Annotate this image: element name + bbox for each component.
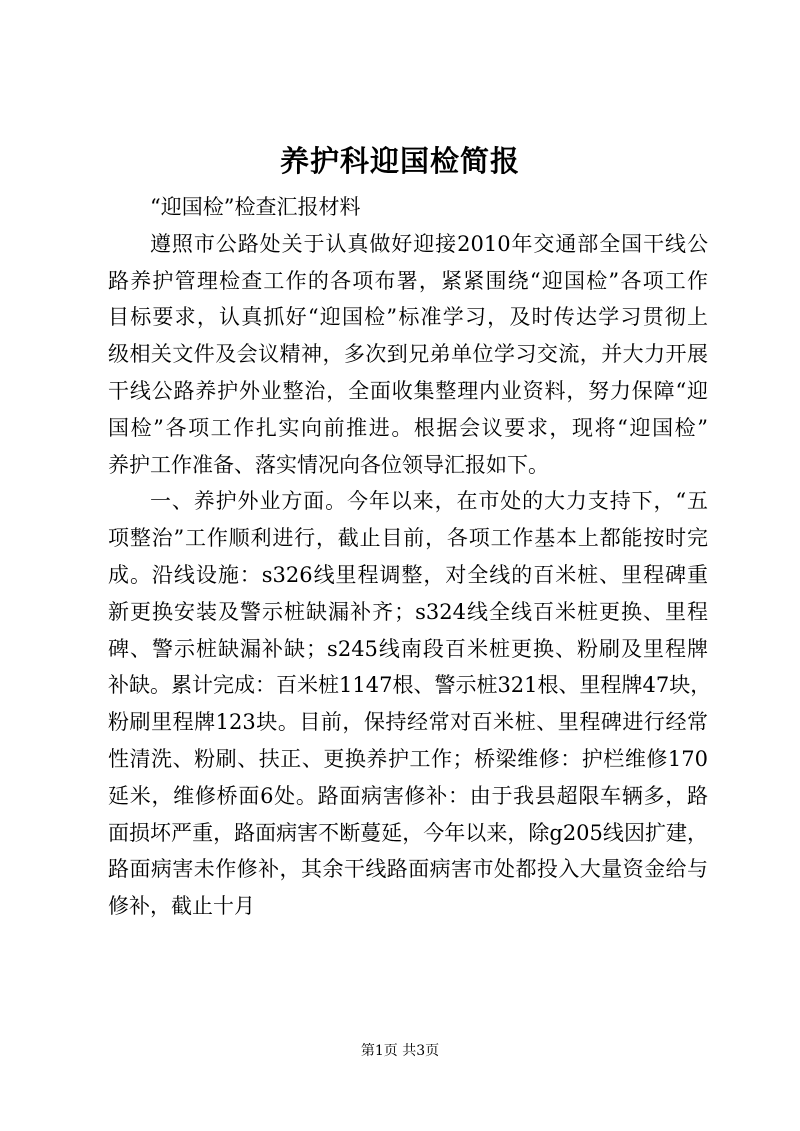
subtitle-line: “迎国检”检查汇报材料 [150, 195, 361, 219]
paragraph-line: 国检”各项工作扎实向前推进。根据会议要求，现将“迎国检” [108, 415, 708, 440]
paragraph-line: 新更换安装及警示桩缺漏补齐；s324线全线百米桩更换、里程 [108, 599, 708, 624]
document-body [108, 189, 712, 925]
paragraph-line: 补缺。累计完成：百米桩1147根、警示桩321根、里程牌47块， [108, 673, 712, 698]
paragraph-line: 性清洗、粉刷、扶正、更换养护工作；桥梁维修：护栏维修170 [108, 746, 708, 771]
paragraph-line: 级相关文件及会议精神，多次到兄弟单位学习交流，并大力开展 [108, 342, 708, 367]
paragraph-line: 修补，截止十月 [108, 894, 255, 919]
paragraph-line: 碑、警示桩缺漏补缺；s245线南段百米桩更换、粉刷及里程牌 [108, 636, 708, 661]
paragraph-line: 目标要求，认真抓好“迎国检”标准学习，及时传达学习贯彻上 [108, 305, 708, 330]
paragraph-line: 项整治”工作顺利进行，截止目前，各项工作基本上都能按时完 [108, 526, 708, 551]
paragraph-line: 干线公路养护外业整治，全面收集整理内业资料，努力保障“迎 [108, 378, 708, 403]
document-title: 养护科迎国检简报 [279, 144, 520, 178]
paragraph-line: 延米，维修桥面6处。路面病害修补：由于我县超限车辆多，路 [108, 783, 708, 808]
paragraph-line: 路面病害未作修补，其余干线路面病害市处都投入大量资金给与 [108, 857, 708, 882]
paragraph-line: 成。沿线设施：s326线里程调整，对全线的百米桩、里程碑重 [108, 562, 708, 587]
paragraph-line: 遵照市公路处关于认真做好迎接2010年交通部全国干线公 [150, 231, 708, 256]
paragraph-line: 路养护管理检查工作的各项布署，紧紧围绕“迎国检”各项工作 [108, 268, 708, 293]
page-footer: 第1页 共3页 [360, 1043, 440, 1059]
paragraph-line: 养护工作准备、落实情况向各位领导汇报如下。 [108, 452, 549, 477]
paragraph-line: 面损坏严重，路面病害不断蔓延，今年以来，除g205线因扩建， [108, 820, 708, 845]
paragraph-line: 粉刷里程牌123块。目前，保持经常对百米桩、里程碑进行经常 [108, 710, 708, 735]
paragraph-line: 一、养护外业方面。今年以来，在市处的大力支持下，“五 [150, 489, 708, 514]
